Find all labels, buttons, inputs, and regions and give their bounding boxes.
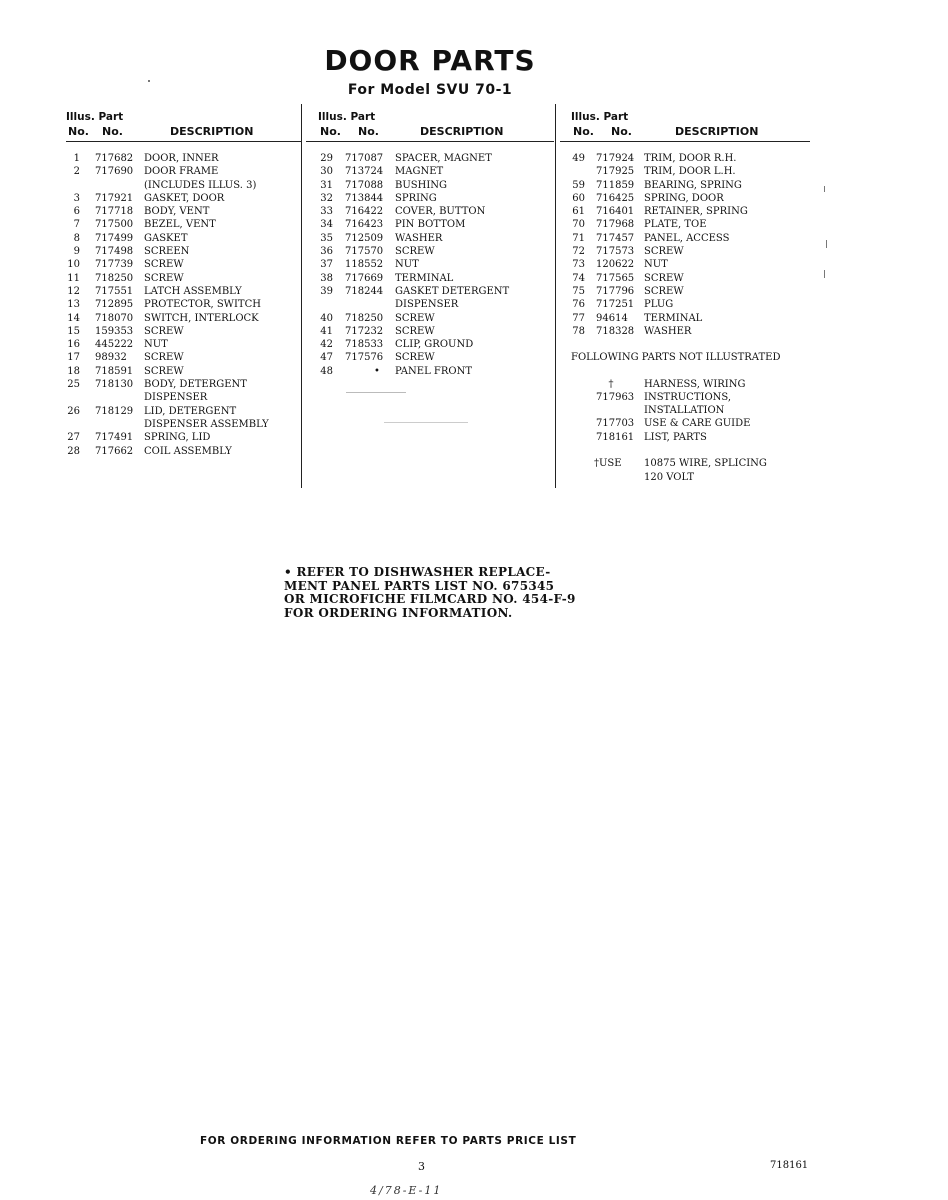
part-description: COVER, BUTTON [395, 206, 486, 218]
illus-number: 25 [67, 379, 80, 391]
illus-number: 37 [320, 259, 333, 271]
part-number: 717924 [596, 153, 635, 164]
header-illus-no: No. [68, 125, 89, 138]
scan-speck [384, 422, 468, 423]
part-description: PLATE, TOE [644, 219, 707, 231]
part-description: SCREW [144, 365, 184, 377]
table-row [66, 298, 302, 311]
table-row [66, 405, 302, 418]
scan-speck [824, 270, 825, 278]
part-description: PROTECTOR, SWITCH [144, 299, 261, 311]
list-item [571, 417, 811, 430]
part-description: GASKET, DOOR [144, 192, 225, 204]
table-row [66, 391, 302, 404]
note-line: • REFER TO DISHWASHER REPLACE- [284, 565, 551, 579]
part-description: GASKET DETERGENT [395, 285, 510, 297]
part-number: 717088 [345, 179, 384, 191]
table-row [66, 152, 302, 165]
table-row [318, 179, 554, 192]
illus-number: 61 [572, 206, 585, 218]
part-number: 718533 [345, 339, 384, 351]
illus-number: 38 [320, 272, 333, 284]
header-rule-1 [66, 141, 302, 142]
table-row [571, 312, 811, 325]
scan-speck [826, 240, 827, 248]
note-line: FOR ORDERING INFORMATION. [284, 605, 513, 620]
illus-number: 40 [320, 312, 333, 324]
table-row [66, 378, 302, 391]
part-number: 445222 [95, 339, 134, 351]
part-description: BUSHING [395, 179, 448, 191]
header-illus-part: Illus. Part [571, 111, 629, 123]
illus-number: 29 [320, 153, 333, 164]
part-number: 718070 [95, 312, 134, 324]
table-row [66, 365, 302, 378]
part-number: 717921 [95, 192, 134, 204]
part-number: 717087 [345, 153, 384, 164]
illus-number: 7 [73, 219, 80, 231]
table-row [66, 351, 302, 364]
illus-number: 59 [572, 179, 585, 191]
illus-number: 76 [572, 299, 585, 311]
part-number: 94614 [596, 312, 628, 324]
part-description: SPRING, LID [144, 432, 211, 444]
column-divider-2 [555, 104, 556, 488]
part-description: DOOR, INNER [144, 153, 219, 164]
part-description: INSTALLATION [644, 405, 725, 417]
part-description: USE & CARE GUIDE [644, 418, 751, 430]
illus-number: 48 [320, 365, 333, 377]
list-item [571, 378, 811, 391]
part-description: HARNESS, WIRING [644, 378, 746, 390]
part-description: SCREW [644, 246, 684, 258]
header-illus-no: No. [320, 125, 341, 138]
document-number: 718161 [770, 1160, 809, 1171]
part-number: 717925 [596, 166, 635, 178]
part-description: MAGNET [395, 166, 444, 178]
table-row [66, 272, 302, 285]
part-description: NUT [144, 339, 168, 351]
illus-number: 78 [572, 325, 585, 337]
illus-number: 1 [73, 153, 80, 164]
part-number: 712509 [345, 232, 384, 244]
illus-number: 35 [320, 232, 333, 244]
header-part-no: No. [358, 125, 379, 138]
table-row [571, 218, 811, 231]
part-description: BEZEL, VENT [144, 219, 216, 231]
part-description: LID, DETERGENT [144, 405, 237, 417]
part-number: 717703 [596, 418, 635, 430]
header-part-no: No. [611, 125, 632, 138]
part-number: 717573 [596, 246, 635, 258]
illus-number: 28 [67, 445, 80, 457]
part-number: 717669 [345, 272, 384, 284]
part-number: 98932 [95, 352, 127, 364]
illus-number: 41 [320, 325, 333, 337]
illus-number: 33 [320, 206, 333, 218]
part-number: 717739 [95, 259, 134, 271]
part-number: 717251 [596, 299, 635, 311]
parts-list-column-1 [66, 152, 302, 458]
table-row [66, 431, 302, 444]
part-description: TRIM, DOOR R.H. [644, 153, 737, 164]
table-row [318, 338, 554, 351]
table-row [318, 365, 554, 378]
illus-number: 11 [67, 272, 80, 284]
part-number: 717491 [95, 432, 134, 444]
part-description: SCREW [144, 352, 184, 364]
part-description: INSTRUCTIONS, [644, 391, 732, 403]
illus-number: 70 [572, 219, 585, 231]
part-number: 718129 [95, 405, 134, 417]
part-number: 713844 [345, 192, 384, 204]
table-row [66, 325, 302, 338]
part-description: SCREEN [144, 246, 190, 258]
note-line: MENT PANEL PARTS LIST NO. 675345 [284, 578, 555, 593]
illus-number: 3 [73, 192, 80, 204]
part-description: GASKET [144, 232, 188, 244]
table-row [66, 445, 302, 458]
scan-speck [148, 80, 150, 82]
page-number: 3 [418, 1160, 425, 1173]
part-number: 718250 [95, 272, 134, 284]
part-description: DISPENSER [144, 392, 208, 404]
illus-number: 72 [572, 246, 585, 258]
header-description: DESCRIPTION [420, 125, 504, 138]
table-row [66, 218, 302, 231]
table-row [571, 232, 811, 245]
illus-number: 30 [320, 166, 333, 178]
part-description: SWITCH, INTERLOCK [144, 312, 259, 324]
part-description: TRIM, DOOR L.H. [644, 166, 736, 178]
table-row [571, 179, 811, 192]
table-row [66, 205, 302, 218]
illus-number: 6 [73, 206, 80, 218]
part-number: 717565 [596, 272, 635, 284]
table-row [66, 192, 302, 205]
table-row [318, 232, 554, 245]
header-illus-part: Illus. Part [318, 111, 376, 123]
part-number: 717662 [95, 445, 134, 457]
part-number: 717963 [596, 391, 635, 403]
part-number: † [608, 378, 614, 390]
illus-number: 14 [67, 312, 80, 324]
header-illus-no: No. [573, 125, 594, 138]
part-description: SPRING, DOOR [644, 192, 724, 204]
part-number: • [374, 365, 380, 377]
part-description: SCREW [395, 312, 435, 324]
table-row [318, 258, 554, 271]
parts-list-column-3 [571, 152, 811, 338]
part-description: SCREW [644, 285, 684, 297]
list-item [571, 391, 811, 404]
list-item [571, 431, 811, 444]
list-item [571, 471, 811, 484]
part-description: PANEL, ACCESS [644, 232, 730, 244]
illus-number: 42 [320, 339, 333, 351]
part-number: 717796 [596, 285, 635, 297]
illus-number: 18 [67, 365, 80, 377]
table-row [571, 192, 811, 205]
illus-number: 32 [320, 192, 333, 204]
column-1-header [66, 110, 302, 139]
part-number: 717968 [596, 219, 635, 231]
part-description: TERMINAL [644, 312, 703, 324]
illus-number: 73 [572, 259, 585, 271]
part-description: COIL ASSEMBLY [144, 445, 232, 457]
part-description: TERMINAL [395, 272, 454, 284]
part-number: 717551 [95, 285, 134, 297]
illus-number: 74 [572, 272, 585, 284]
scan-speck [824, 186, 825, 192]
table-row [66, 418, 302, 431]
part-description: (INCLUDES ILLUS. 3) [144, 179, 257, 191]
table-row [318, 245, 554, 258]
parts-list-column-2 [318, 152, 554, 378]
illus-number: 27 [67, 432, 80, 444]
illus-number: 49 [572, 153, 585, 164]
illus-number: 26 [67, 405, 80, 417]
header-part-no: No. [102, 125, 123, 138]
part-number: 718244 [345, 285, 384, 297]
table-row [318, 205, 554, 218]
table-row [318, 285, 554, 298]
part-description: SCREW [395, 246, 435, 258]
list-item [571, 457, 811, 470]
table-row [66, 245, 302, 258]
part-description: SCREW [144, 325, 184, 337]
page-subtitle: For Model SVU 70-1 [347, 82, 513, 98]
table-row [318, 351, 554, 364]
part-number: 717498 [95, 246, 134, 258]
part-description: RETAINER, SPRING [644, 206, 748, 218]
table-row [571, 245, 811, 258]
part-number: 118552 [345, 259, 384, 271]
header-description: DESCRIPTION [675, 125, 759, 138]
part-number: 711859 [596, 179, 635, 191]
table-row [571, 285, 811, 298]
part-number: 716422 [345, 206, 384, 218]
part-number: 713724 [345, 166, 384, 178]
scan-speck [346, 392, 406, 393]
ordering-information-note: FOR ORDERING INFORMATION REFER TO PARTS PRICE LIST [200, 1135, 577, 1147]
part-number: 159353 [95, 325, 134, 337]
part-description: NUT [395, 259, 419, 271]
part-description: 10875 WIRE, SPLICING [644, 458, 767, 470]
part-number: †USE [594, 458, 622, 470]
table-row [66, 232, 302, 245]
part-number: 717232 [345, 325, 384, 337]
part-number: 717500 [95, 219, 134, 231]
part-number: 717682 [95, 153, 134, 164]
part-number: 718591 [95, 365, 134, 377]
illus-number: 16 [67, 339, 80, 351]
table-row [571, 152, 811, 165]
table-row [571, 298, 811, 311]
part-description: SCREW [395, 352, 435, 364]
part-description: CLIP, GROUND [395, 339, 474, 351]
part-description: SPRING [395, 192, 437, 204]
part-description: DOOR FRAME [144, 166, 219, 178]
part-number: 717457 [596, 232, 635, 244]
illus-number: 9 [73, 246, 80, 258]
part-description: WASHER [644, 325, 692, 337]
not-illustrated-heading [571, 351, 811, 364]
part-number: 718250 [345, 312, 384, 324]
part-description: SCREW [644, 272, 684, 284]
part-number: 716425 [596, 192, 635, 204]
header-illus-part: Illus. Part [66, 111, 124, 123]
table-row [66, 312, 302, 325]
illus-number: 71 [572, 232, 585, 244]
part-description: SPACER, MAGNET [395, 153, 492, 164]
part-description: PLUG [644, 299, 674, 311]
illus-number: 31 [320, 179, 333, 191]
part-description: BEARING, SPRING [644, 179, 742, 191]
part-description: BODY, DETERGENT [144, 379, 247, 391]
section-heading: FOLLOWING PARTS NOT ILLUSTRATED [571, 352, 781, 363]
table-row [318, 152, 554, 165]
table-row [318, 312, 554, 325]
table-row [318, 298, 554, 311]
illus-number: 36 [320, 246, 333, 258]
part-number: 717576 [345, 352, 384, 364]
not-illustrated-section [571, 351, 811, 484]
illus-number: 13 [67, 299, 80, 311]
header-description: DESCRIPTION [170, 125, 254, 138]
table-row [66, 338, 302, 351]
illus-number: 2 [73, 166, 80, 178]
illus-number: 77 [572, 312, 585, 324]
note-line: OR MICROFICHE FILMCARD NO. 454-F-9 [284, 592, 576, 606]
part-description: WASHER [395, 232, 443, 244]
illus-number: 15 [67, 325, 80, 337]
part-number: 120622 [596, 259, 635, 271]
illus-number: 34 [320, 219, 333, 231]
part-description: NUT [644, 259, 668, 271]
illus-number: 60 [572, 192, 585, 204]
part-number: 717499 [95, 232, 134, 244]
part-description: BODY, VENT [144, 206, 210, 218]
part-number: 712895 [95, 299, 134, 311]
column-2-header [318, 110, 556, 139]
table-row [66, 165, 302, 178]
table-row [571, 272, 811, 285]
list-item [571, 444, 811, 457]
header-rule-2 [306, 141, 554, 142]
table-row [318, 325, 554, 338]
table-row [571, 165, 811, 178]
part-number: 718328 [596, 325, 635, 337]
part-number: 716401 [596, 206, 635, 218]
part-number: 718130 [95, 379, 134, 391]
replacement-panel-note [284, 566, 576, 620]
page-title: DOOR PARTS [324, 44, 536, 77]
part-description: DISPENSER [395, 299, 459, 311]
table-row [66, 179, 302, 192]
part-description: PANEL FRONT [395, 365, 472, 377]
illus-number: 47 [320, 352, 333, 364]
illus-number: 8 [73, 232, 80, 244]
handwritten-code: 4/78-E-11 [370, 1184, 443, 1197]
part-number: 717690 [95, 166, 134, 178]
illus-number: 12 [67, 285, 80, 297]
table-row [318, 192, 554, 205]
part-description: PIN BOTTOM [395, 219, 466, 231]
table-row [318, 218, 554, 231]
table-row [571, 258, 811, 271]
illus-number: 39 [320, 285, 333, 297]
table-row [66, 258, 302, 271]
illus-number: 17 [67, 352, 80, 364]
part-number: 716423 [345, 219, 384, 231]
part-number: 717718 [95, 206, 134, 218]
table-row [571, 205, 811, 218]
header-rule-3 [560, 141, 810, 142]
illus-number: 75 [572, 285, 585, 297]
part-number: 717570 [345, 246, 384, 258]
part-description: SCREW [395, 325, 435, 337]
table-row [318, 165, 554, 178]
part-description: SCREW [144, 259, 184, 271]
column-3-header [571, 110, 811, 139]
part-description: LIST, PARTS [644, 431, 707, 443]
table-row [318, 272, 554, 285]
part-description: LATCH ASSEMBLY [144, 285, 242, 297]
illus-number: 10 [67, 259, 80, 271]
table-row [571, 325, 811, 338]
part-description: 120 VOLT [644, 471, 695, 483]
table-row [66, 285, 302, 298]
list-item [571, 404, 811, 417]
part-description: SCREW [144, 272, 184, 284]
part-number: 718161 [596, 431, 635, 443]
part-description: DISPENSER ASSEMBLY [144, 418, 269, 430]
